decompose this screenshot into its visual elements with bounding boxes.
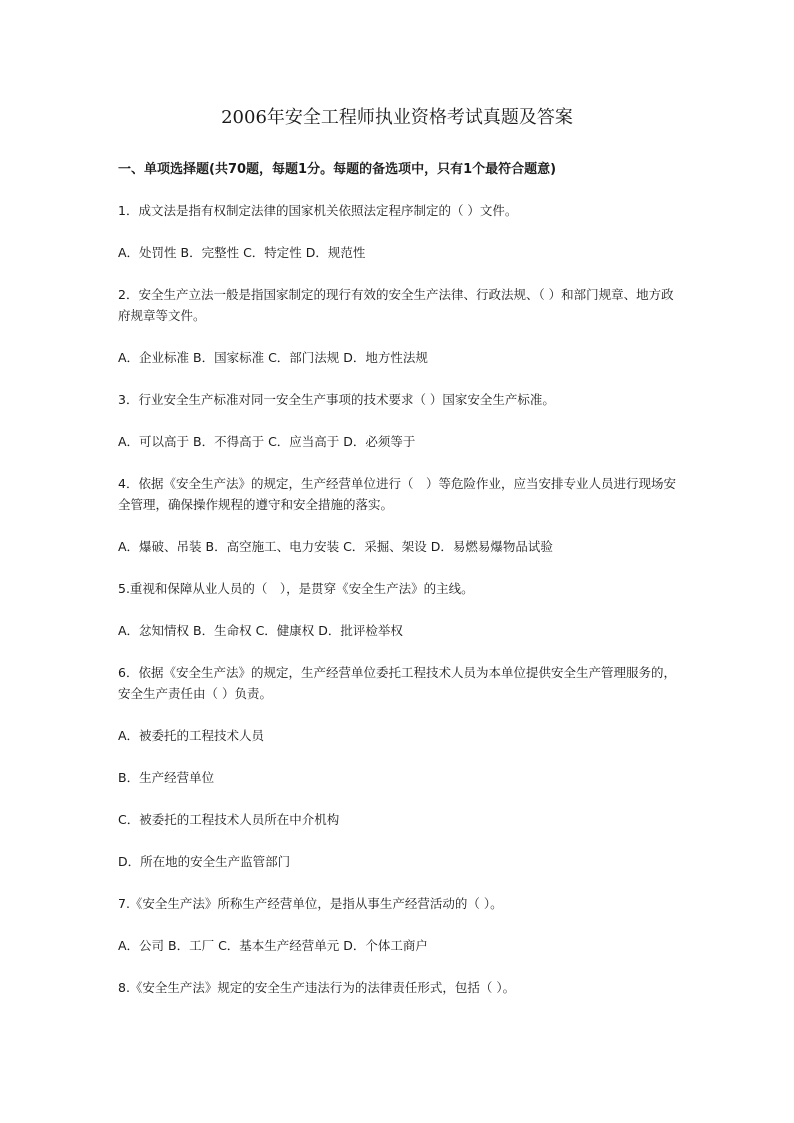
question-7: 7.《安全生产法》所称生产经营单位，是指从事生产经营活动的（ ）。 (118, 896, 503, 911)
question-5: 5.重视和保障从业人员的（ ），是贯穿《安全生产法》的主线。 (118, 581, 474, 596)
question-8: 8.《安全生产法》规定的安全生产违法行为的法律责任形式，包括（ ）。 (118, 980, 516, 995)
section-heading: 一、单项选择题(共70题，每题1分。每题的备选项中，只有1个最符合题意) (118, 162, 557, 177)
question-3-options: A．可以高于 B．不得高于 C．应当高于 D．必须等于 (118, 434, 416, 449)
question-5-options: A．忿知情权 B．生命权 C．健康权 D．批评检举权 (118, 623, 403, 638)
question-2-options: A．企业标准 B．国家标准 C．部门法规 D．地方性法规 (118, 350, 428, 365)
question-1: 1．成文法是指有权制定法律的国家机关依照法定程序制定的（ ）文件。 (118, 203, 518, 218)
question-list (118, 200, 678, 1019)
question-1-options: A．处罚性 B．完整性 C．特定性 D．规范性 (118, 245, 366, 260)
question-6-option-c: C．被委托的工程技术人员所在中介机构 (118, 812, 340, 827)
question-7-options: A．公司 B．工厂 C．基本生产经营单元 D．个体工商户 (118, 938, 428, 953)
document-title: 2006年安全工程师执业资格考试真题及答案 (221, 107, 573, 128)
question-6-option-b: B．生产经营单位 (118, 770, 215, 785)
question-6: 6．依据《安全生产法》的规定，生产经营单位委托工程技术人员为本单位提供安全生产管理服务的，安全生产责任由（ ）负责。 (118, 665, 676, 701)
question-2: 2．安全生产立法一般是指国家制定的现行有效的安全生产法律、行政法规、（ ）和部门规章、地方政府规章等文件。 (118, 287, 674, 323)
question-3: 3．行业安全生产标准对同一安全生产事项的技术要求（ ）国家安全生产标准。 (118, 392, 555, 407)
question-6-option-a: A．被委托的工程技术人员 (118, 728, 265, 743)
question-6-option-d: D．所在地的安全生产监管部门 (118, 854, 291, 869)
question-4-options: A．爆破、吊装 B．高空施工、电力安装 C．采掘、架设 D．易燃易爆物品试验 (118, 539, 553, 554)
question-4: 4．依据《安全生产法》的规定，生产经营单位进行（ ）等危险作业，应当安排专业人员进行现场安全管理，确保操作规程的遵守和安全措施的落实。 (118, 476, 676, 512)
